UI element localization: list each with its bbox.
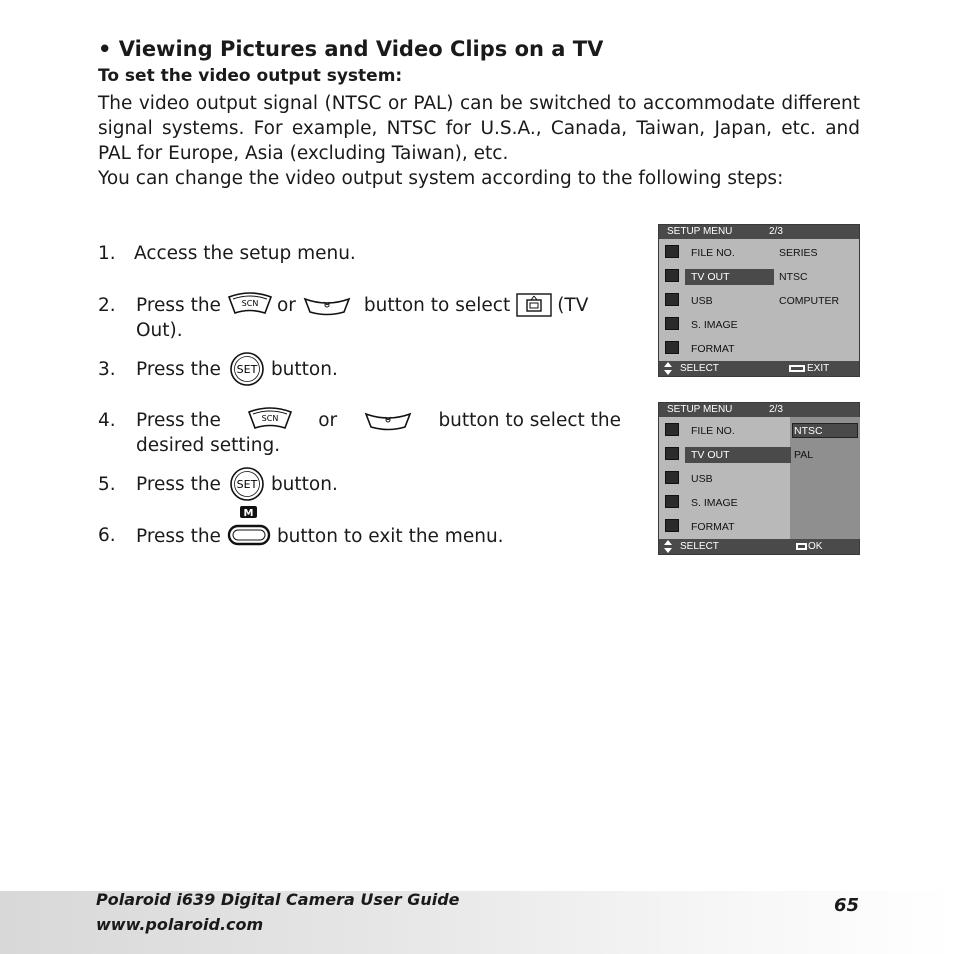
macro-down-button-icon <box>363 408 413 432</box>
tv-out-icon <box>665 447 679 460</box>
step-number: 5. <box>98 474 116 495</box>
step-number: 3. <box>98 359 116 380</box>
scn-up-button-icon <box>227 291 273 319</box>
tv-out-icon <box>665 269 679 282</box>
step-text-b: button to select <box>363 294 511 316</box>
svg-text:SCN: SCN <box>241 299 259 308</box>
svg-text:SET: SET <box>236 363 258 376</box>
lcd-row-tv-out: TV OUT NTSC <box>659 269 859 285</box>
step-text: Press the <box>136 294 221 316</box>
step-number: 6. <box>98 525 116 546</box>
step-text: Press the <box>136 473 221 495</box>
step-number: 1. <box>98 243 116 264</box>
svg-text:SET: SET <box>236 478 258 491</box>
lcd-footer: SELECT EXIT <box>659 361 859 376</box>
step-text-d: Out). <box>136 320 183 341</box>
lcd-row-s-image: S. IMAGE <box>659 495 859 511</box>
usb-icon <box>665 471 679 484</box>
svg-text:SCN: SCN <box>261 414 278 423</box>
step-text: Press the <box>136 526 221 547</box>
step-text: Access the setup menu. <box>134 243 356 264</box>
svg-text:M: M <box>243 508 254 519</box>
set-button-icon <box>229 351 265 387</box>
startup-image-icon <box>665 495 679 508</box>
steps-intro-paragraph: You can change the video output system according to the following steps: <box>98 168 784 189</box>
step-text: Press the <box>136 409 221 431</box>
menu-button-icon <box>227 505 271 547</box>
up-down-arrows-icon <box>663 540 673 553</box>
option-ntsc: NTSC <box>794 425 823 437</box>
lcd-header: SETUP MENU 2/3 <box>659 225 859 239</box>
tv-out-icon <box>516 293 552 317</box>
footer-url: www.polaroid.com <box>96 915 264 934</box>
lcd-row-format: FORMAT <box>659 519 859 535</box>
section-title: • Viewing Pictures and Video Clips on a TV <box>98 37 604 61</box>
step-number: 2. <box>98 295 116 316</box>
setup-menu-screen-1 <box>658 224 860 377</box>
step-number: 4. <box>98 410 116 431</box>
footer-guide-title: Polaroid i639 Digital Camera User Guide <box>96 890 460 909</box>
step-text-b: button. <box>270 358 338 380</box>
file-no-icon <box>665 423 679 436</box>
lcd-row-usb: USB COMPUTER <box>659 293 859 309</box>
set-key-icon <box>796 543 807 550</box>
up-down-arrows-icon <box>663 362 673 375</box>
lcd-row-s-image: S. IMAGE <box>659 317 859 333</box>
step-text-b: button to select the <box>438 409 621 431</box>
macro-down-button-icon <box>302 293 352 317</box>
startup-image-icon <box>665 317 679 330</box>
or-text: or <box>318 409 338 431</box>
step-text-d: desired setting. <box>136 435 281 456</box>
zoom-button-icon <box>789 365 805 372</box>
usb-icon <box>665 293 679 306</box>
format-icon <box>665 519 679 532</box>
lcd-row-usb: USB <box>659 471 859 487</box>
scn-up-button-icon <box>247 406 293 434</box>
lcd-row-file-no: FILE NO. NTSC <box>659 423 859 439</box>
step-text-c: (TV <box>557 294 589 316</box>
file-no-icon <box>665 245 679 258</box>
step-text-b: button. <box>270 473 338 495</box>
lcd-row-tv-out: TV OUT PAL <box>659 447 859 463</box>
section-subtitle: To set the video output system: <box>98 66 403 86</box>
intro-paragraph: The video output signal (NTSC or PAL) can be switched to accommodate different signal systems. For example, NTSC for U.S.A., Canada, Taiwan, Japan, etc. and PAL for Europe, Asia (excluding Taiwan), etc. <box>98 93 860 164</box>
or-text: or <box>276 294 296 316</box>
format-icon <box>665 341 679 354</box>
option-pal: PAL <box>794 449 814 461</box>
page-number: 65 <box>834 895 860 916</box>
setup-menu-screen-2 <box>658 402 860 555</box>
lcd-row-format: FORMAT <box>659 341 859 357</box>
lcd-header: SETUP MENU 2/3 <box>659 403 859 417</box>
lcd-row-file-no: FILE NO. SERIES <box>659 245 859 261</box>
step-text: Press the <box>136 358 221 380</box>
set-button-icon <box>229 466 265 502</box>
lcd-footer: SELECT OK <box>659 539 859 554</box>
step-text-b: button to exit the menu. <box>276 526 504 547</box>
